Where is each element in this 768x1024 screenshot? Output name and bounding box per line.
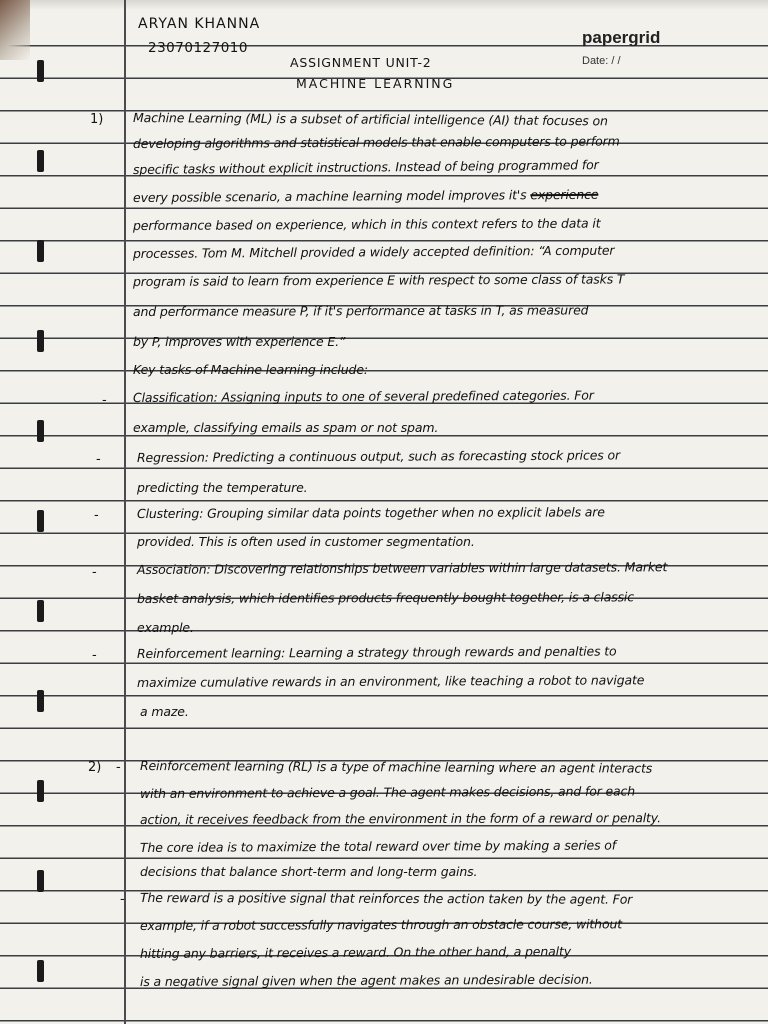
answer-line: action, it receives feedback from the environment in the form of a reward or penalty. (139, 810, 661, 827)
question-number: 2) (88, 760, 102, 775)
task-line: Regression: Predicting a continuous output, such as forecasting stock prices or (136, 447, 620, 465)
bullet-dash: - (102, 393, 107, 408)
bullet-dash: - (94, 508, 99, 523)
task-line: example, classifying emails as spam or not spam. (133, 420, 439, 435)
date-field: Date: / / (582, 55, 621, 67)
answer-line (133, 187, 598, 206)
binding-hole (37, 690, 44, 712)
task-line: Clustering: Grouping similar data points together when no explicit labels are (136, 504, 605, 521)
answer-line: program is said to learn from experience E with respect to some class of tasks T (132, 271, 625, 289)
binding-hole (37, 150, 44, 172)
bullet-dash: - (96, 452, 101, 467)
page-top-edge (0, 0, 768, 10)
struck-word: experience (530, 186, 599, 203)
task-line: predicting the temperature. (137, 480, 308, 495)
answer-line: and performance measure P, if it's performance at tasks in T, as measured (132, 302, 589, 319)
answer-line: The reward is a positive signal that reinforces the action taken by the agent. For (139, 890, 633, 907)
bullet-dash: - (92, 648, 97, 663)
answer-line: by P, improves with experience E.” (133, 334, 346, 349)
margin-line (124, 0, 126, 1024)
answer-line: is a negative signal given when the agent makes an undesirable decision. (139, 971, 593, 989)
brand-logo: papergrid (582, 28, 661, 47)
subject-title: MACHINE LEARNING (296, 76, 455, 91)
answer-line: performance based on experience, which in this context refers to the data it (132, 215, 601, 233)
task-line: Reinforcement learning: Learning a strategy through rewards and penalties to (136, 643, 617, 661)
task-line: maximize cumulative rewards in an environment, like teaching a robot to navigate (136, 672, 645, 690)
task-line: a maze. (140, 704, 189, 719)
binding-hole (37, 870, 44, 892)
roll-number: 23070127010 (148, 40, 248, 56)
bullet-dash: - (120, 892, 125, 907)
binding-holes (0, 0, 44, 1024)
binding-hole (37, 510, 44, 532)
task-line: Classification: Assigning inputs to one of several predefined categories. For (132, 387, 594, 405)
binding-hole (37, 780, 44, 802)
answer-line: Key tasks of Machine learning include: (133, 362, 368, 377)
answer-line: Machine Learning (ML) is a subset of artificial intelligence (AI) that focuses on (132, 110, 608, 129)
task-line: provided. This is often used in customer segmentation. (137, 534, 475, 549)
binding-hole (37, 600, 44, 622)
binding-hole (37, 240, 44, 262)
question-number: 1) (90, 112, 104, 127)
binding-hole (37, 960, 44, 982)
answer-line: hitting any barriers, it receives a reward. On the other hand, a penalty (139, 943, 571, 961)
answer-line: developing algorithms and statistical models that enable computers to perform (132, 133, 620, 151)
task-line: basket analysis, which identifies products frequently bought together, is a classic (136, 589, 634, 606)
student-name: ARYAN KHANNA (138, 16, 261, 32)
answer-line: specific tasks without explicit instructions. Instead of being programmed for (132, 157, 599, 177)
page-corner-shadow (0, 0, 30, 60)
binding-hole (37, 420, 44, 442)
answer-line: example, if a robot successfully navigates through an obstacle course, without (139, 916, 622, 933)
answer-line: Reinforcement learning (RL) is a type of machine learning where an agent interacts (139, 758, 653, 776)
binding-hole (37, 60, 44, 82)
answer-line: The core idea is to maximize the total reward over time by making a series of (139, 837, 617, 855)
assignment-title: ASSIGNMENT UNIT-2 (290, 55, 432, 70)
answer-line: processes. Tom M. Mitchell provided a widely accepted definition: “A computer (132, 242, 615, 261)
answer-text: every possible scenario, a machine learning model improves it's (132, 187, 527, 205)
answer-line: with an environment to achieve a goal. The agent makes decisions, and for each (139, 783, 636, 801)
answer-line: decisions that balance short-term and long-term gains. (140, 864, 478, 879)
task-line: Association: Discovering relationships between variables within large datasets. Market (136, 559, 668, 577)
binding-hole (37, 330, 44, 352)
bullet-dash: - (116, 760, 121, 775)
bullet-dash: - (92, 565, 97, 580)
task-line: example. (137, 620, 194, 635)
